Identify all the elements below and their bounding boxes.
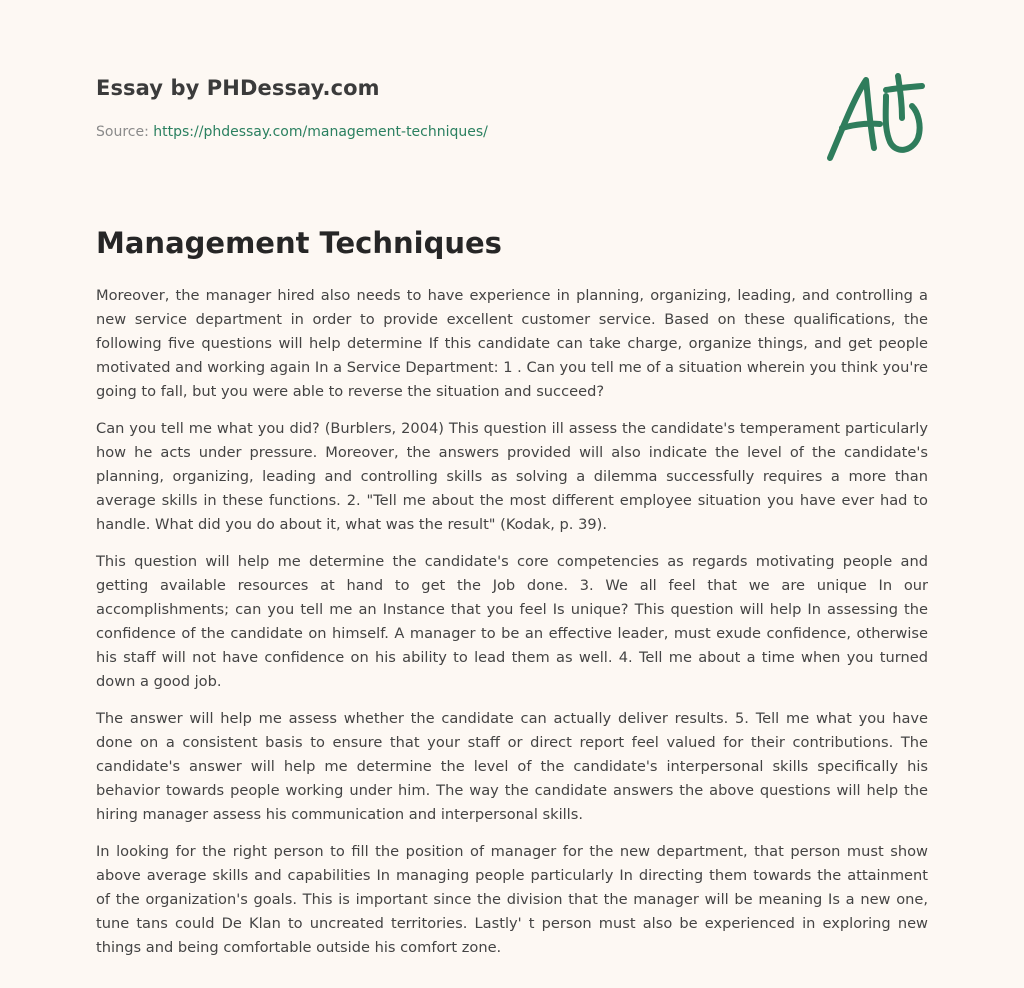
source-label: Source: (96, 124, 149, 140)
a-plus-icon (822, 68, 926, 164)
essay-paragraph: In looking for the right person to fill the position of manager for the new department, that person must show above average skills and capabilities In managing people particularly In directing them towards the attainment of the organization's goals. This is important since the division that the manager will be meaning Is a new one, tune tans could De Klan to uncreated territories. Lastly' t person must also be experienced in exploring new things and being comfortable outside his comfort zone. (96, 843, 928, 956)
essay-paragraph: Moreover, the manager hired also needs to have experience in planning, organizing, leading, and controlling a new service department in order to provide excellent customer service. Based on these qualifications, the following five questions will help determine If this candidate can take charge, organize things, and get people motivated and working again In a Service Department: 1 . Can you tell me of a situation wherein you think you're going to fall, but you were able to reverse the situation and succeed? (96, 287, 928, 400)
essay-paragraph: This question will help me determine the candidate's core competencies as regards motivating people and getting available resources at hand to get the Job done. 3. We all feel that we are unique In our accomplishments; can you tell me an Instance that you feel Is unique? This question will help In assessing the confidence of the candidate on himself. A manager to be an effective leader, must exude confidence, otherwise his staff will not have confidence on his ability to lead them as well. 4. Tell me about a time when you turned down a good job. (96, 553, 928, 690)
source-link[interactable]: https://phdessay.com/management-techniques/ (153, 124, 488, 140)
essay-paragraph: The answer will help me assess whether the candidate can actually deliver results. 5. Tell me what you have done on a consistent basis to ensure that your staff or direct report feel valued for their contributions. The candidate's answer will help me determine the level of the candidate's interpersonal skills specifically his behavior towards people working under him. The way the candidate answers the above questions will help the hiring manager assess his communication and interpersonal skills. (96, 710, 928, 823)
source-line (96, 124, 488, 140)
essay-title: Management Techniques (96, 226, 502, 260)
essay-paragraph: Can you tell me what you did? (Burblers, 2004) This question ill assess the candidate's temperament particularly how he acts under pressure. Moreover, the answers provided will also indicate the level of the candidate's planning, organizing, leading and controlling skills as solving a dilemma successfully requires a more than average skills in these functions. 2. "Tell me about the most different employee situation you have ever had to handle. What did you do about it, what was the result" (Kodak, p. 39). (96, 420, 928, 533)
essay-body (96, 284, 928, 973)
site-brand: Essay by PHDessay.com (96, 76, 380, 100)
